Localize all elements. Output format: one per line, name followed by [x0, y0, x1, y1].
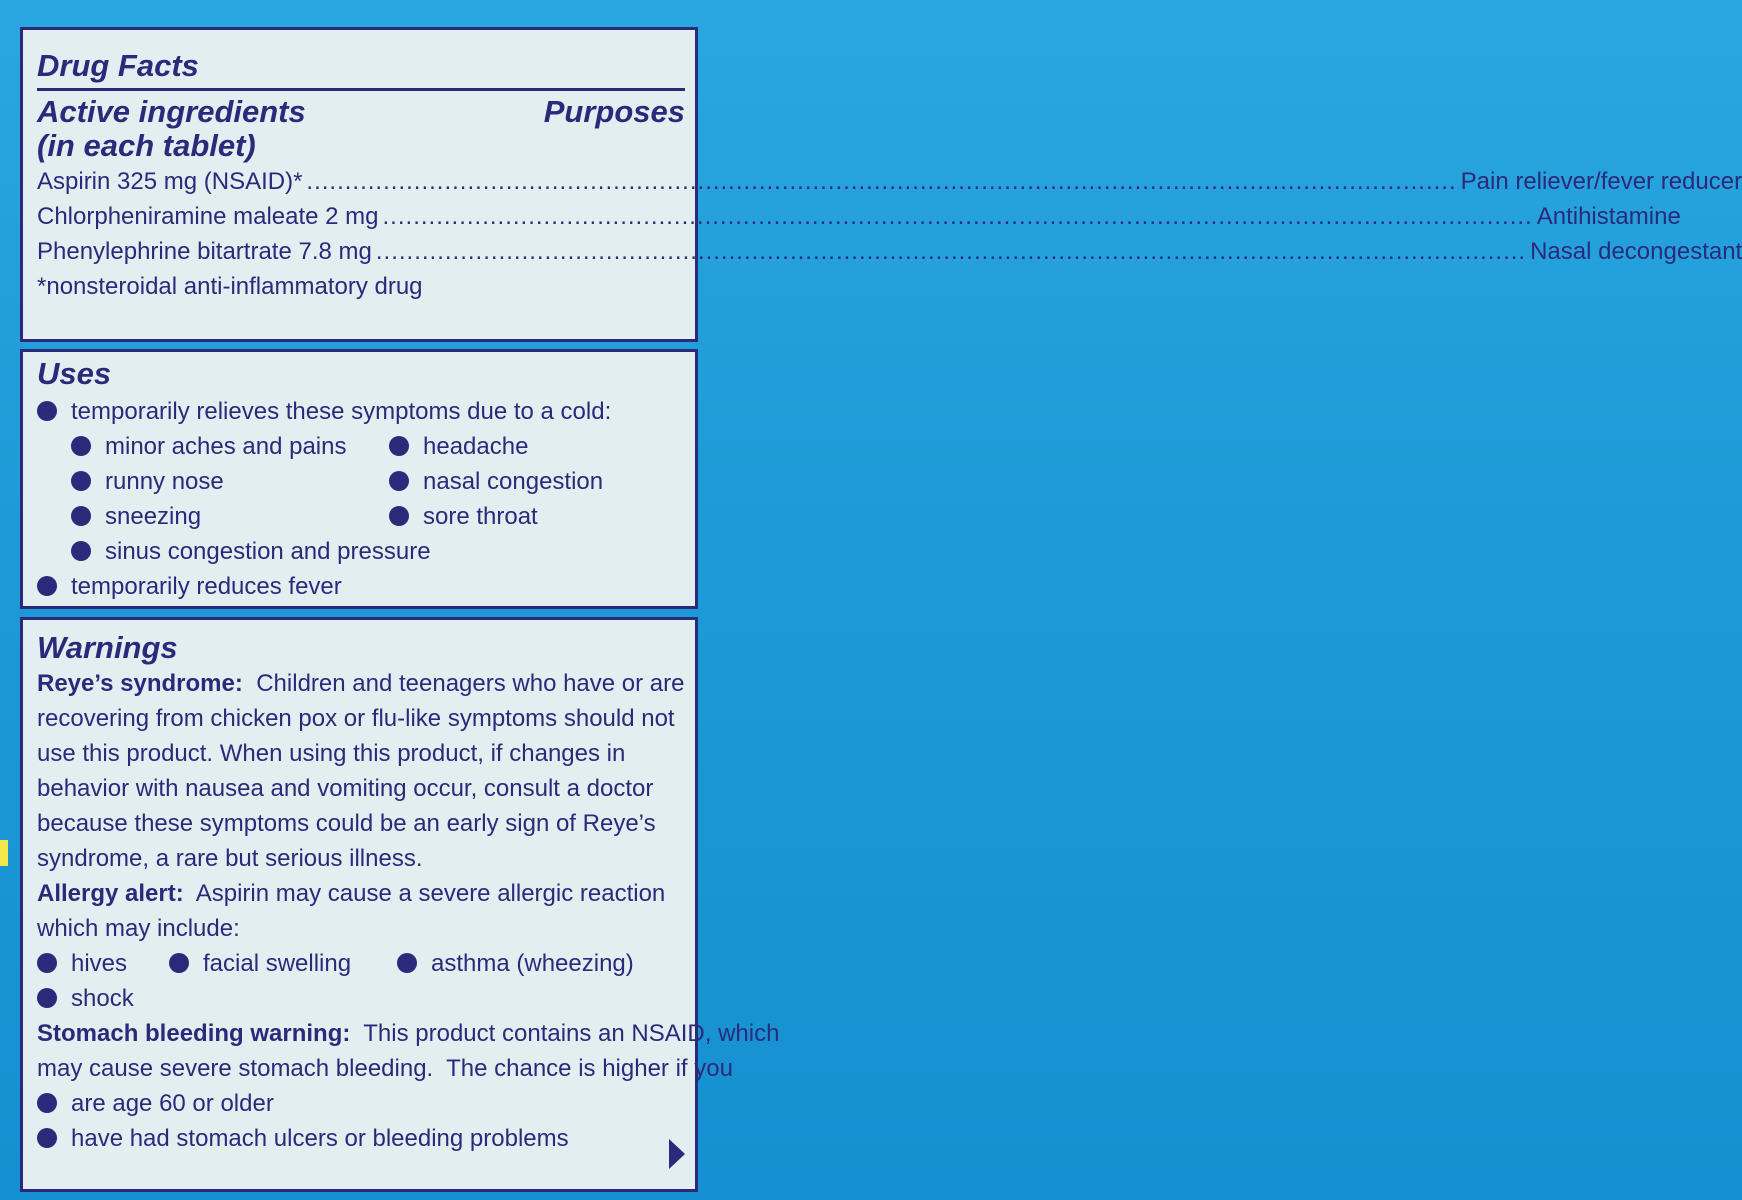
- bullet-icon: [169, 953, 189, 973]
- reye-line: Reye’s syndrome: Children and teenagers who have or are: [37, 670, 685, 697]
- ingredient-name: Aspirin 325 mg (NSAID)*: [37, 168, 303, 195]
- ingredient-name: Phenylephrine bitartrate 7.8 mg: [37, 238, 372, 265]
- bullet-icon: [37, 401, 57, 421]
- warnings-panel: [20, 617, 780, 1192]
- allergy-label: Allergy alert:: [37, 880, 184, 907]
- bullet-icon: [389, 471, 409, 491]
- allergy-item: asthma (wheezing): [397, 950, 634, 977]
- ingredient-name: Chlorpheniramine maleate 2 mg: [37, 203, 379, 230]
- symptom-item: headache: [389, 429, 603, 464]
- bullet-icon: [71, 541, 91, 561]
- ingredient-purpose: Antihistamine: [1536, 203, 1681, 230]
- stomach-label: Stomach bleeding warning:: [37, 1020, 351, 1047]
- ingredient-row: [37, 164, 1742, 199]
- symptom-item: minor aches and pains: [71, 429, 389, 464]
- allergy-items-row: [37, 946, 685, 981]
- symptom-item: sore throat: [389, 499, 603, 534]
- uses-intro: temporarily relieves these symptoms due to a cold:: [37, 394, 685, 429]
- bullet-icon: [37, 953, 57, 973]
- reye-line: because these symptoms could be an early sign of Reye’s: [37, 810, 656, 837]
- bullet-icon: [37, 576, 57, 596]
- allergy-line: which may include:: [37, 915, 240, 942]
- allergy-line: Allergy alert: Aspirin may cause a severe allergic reaction: [37, 880, 666, 907]
- active-ingredients-heading: Active ingredients: [37, 94, 306, 129]
- ingredient-purpose: Nasal decongestant: [1530, 238, 1742, 265]
- bullet-icon: [37, 1093, 57, 1113]
- reye-line: behavior with nausea and vomiting occur, consult a doctor: [37, 775, 654, 802]
- symptom-item: nasal congestion: [389, 464, 603, 499]
- ingredient-row: [37, 199, 1681, 234]
- active-header-row: [37, 95, 685, 129]
- reye-line: use this product. When using this product, if changes in: [37, 740, 626, 767]
- title-rule: [37, 88, 685, 91]
- reye-label: Reye’s syndrome:: [37, 670, 243, 697]
- leader-dots: [376, 234, 1526, 269]
- continue-arrow-icon: [669, 1139, 685, 1169]
- bullet-icon: [389, 506, 409, 526]
- stomach-line: Stomach bleeding warning: This product contains an NSAID, which: [37, 1020, 780, 1047]
- bullet-icon: [389, 436, 409, 456]
- uses-title: Uses: [37, 356, 112, 391]
- bullet-icon: [397, 953, 417, 973]
- symptoms-grid: [37, 429, 685, 534]
- bullet-icon: [37, 1128, 57, 1148]
- ingredient-row: [37, 234, 1742, 269]
- stomach-item: have had stomach ulcers or bleeding problems: [37, 1121, 685, 1156]
- stomach-item: are age 60 or older: [37, 1086, 685, 1121]
- bullet-icon: [37, 988, 57, 1008]
- ingredient-purpose: Pain reliever/fever reducer: [1460, 168, 1742, 195]
- drug-facts-title: Drug Facts: [37, 48, 199, 83]
- warnings-title: Warnings: [37, 630, 178, 665]
- reye-line: recovering from chicken pox or flu-like symptoms should not: [37, 705, 675, 732]
- bullet-icon: [71, 436, 91, 456]
- purposes-heading: Purposes: [543, 94, 685, 129]
- drug-facts-panel: [20, 27, 1742, 342]
- uses-panel: [20, 349, 698, 609]
- reye-line: syndrome, a rare but serious illness.: [37, 845, 423, 872]
- fever-item: temporarily reduces fever: [37, 569, 685, 604]
- stomach-line: may cause severe stomach bleeding. The chance is higher if you: [37, 1055, 733, 1082]
- allergy-item: shock: [37, 981, 685, 1016]
- leader-dots: [306, 164, 1456, 199]
- symptom-item: sneezing: [71, 499, 389, 534]
- bullet-icon: [71, 471, 91, 491]
- leader-dots: [383, 199, 1533, 234]
- symptom-item: sinus congestion and pressure: [37, 534, 685, 569]
- yellow-stripe: [0, 840, 8, 866]
- symptom-item: runny nose: [71, 464, 389, 499]
- allergy-item: facial swelling: [169, 946, 397, 981]
- bullet-icon: [71, 506, 91, 526]
- allergy-item: hives: [37, 946, 169, 981]
- footnote: *nonsteroidal anti-inflammatory drug: [37, 273, 423, 300]
- active-ingredients-subheading: (in each tablet): [37, 128, 256, 163]
